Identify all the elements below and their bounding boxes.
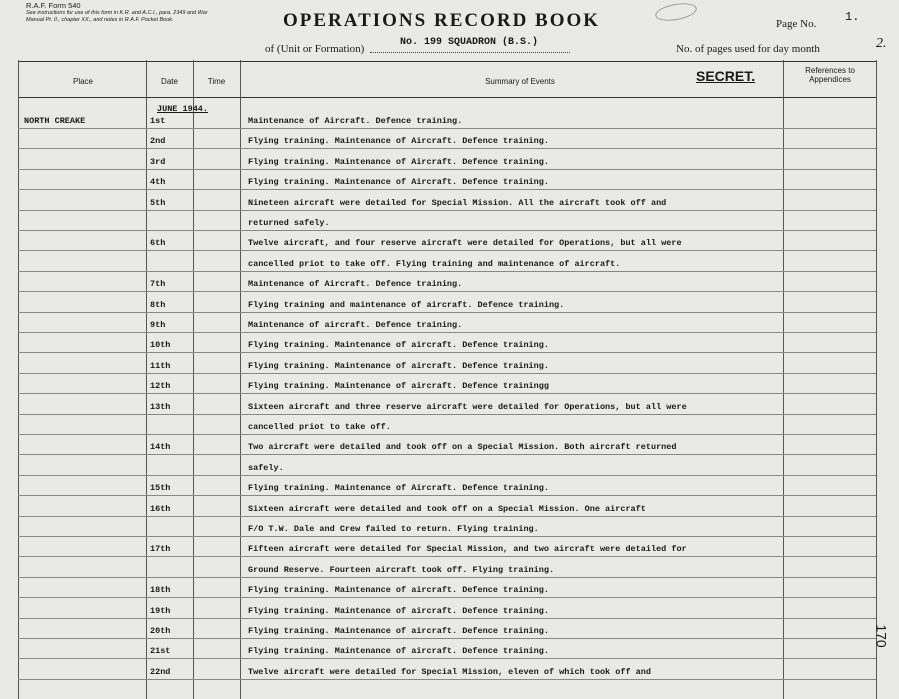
row-line [18, 291, 876, 292]
row-line [18, 312, 876, 313]
row-line [18, 332, 876, 333]
row-line [18, 189, 876, 190]
row-line [18, 495, 876, 496]
row-summary: cancelled priot to take off. Flying training and maintenance of aircraft. [248, 258, 621, 269]
row-summary: Twelve aircraft were detailed for Special Mission, eleven of which took off and [248, 666, 651, 677]
header-summary: Summary of Events [485, 77, 555, 86]
page-no-value: 1. [845, 10, 860, 24]
form-label [26, 2, 226, 23]
row-line [18, 230, 876, 231]
row-line [18, 679, 876, 680]
row-date: 18th [150, 585, 171, 596]
row-date: 17th [150, 544, 171, 555]
row-date: 3rd [150, 156, 166, 167]
unit-label: of (Unit or Formation) [265, 43, 365, 55]
row-line [18, 210, 876, 211]
row-date: 9th [150, 320, 166, 330]
row-summary: Fifteen aircraft were detailed for Special Mission, and two aircraft were detailed for [248, 544, 687, 555]
row-summary: Flying training. Maintenance of Aircraft. Defence training. [248, 177, 549, 188]
row-line [18, 128, 876, 129]
side-stamp: 170 [873, 624, 890, 648]
column-divider [146, 60, 147, 699]
row-summary: Nineteen aircraft were detailed for Special Mission. All the aircraft took off and [248, 197, 667, 208]
row-date: 15th [150, 483, 171, 494]
row-line [18, 271, 876, 272]
column-divider [18, 60, 19, 699]
row-date: 11th [150, 360, 171, 371]
page-title: OPERATIONS RECORD BOOK [283, 10, 601, 31]
row-date: 2nd [150, 136, 166, 147]
row-date: 22nd [150, 666, 171, 677]
month-header: JUNE 1944. [157, 104, 209, 114]
unit-value: No. 199 SQUADRON (B.S.) [400, 37, 539, 48]
row-date: 12th [150, 381, 171, 392]
row-summary: Flying training and maintenance of aircraft. Defence training. [248, 299, 565, 310]
row-summary: Maintenance of Aircraft. Defence training. [248, 279, 463, 290]
row-summary: Flying training. Maintenance of aircraft. Defence training. [248, 340, 549, 351]
form-instructions: See instructions for use of this form in K.R. and A.C.I., para. 2349 and War Manual Pt. II., chapter XX., and notes in R.A.F. Pocket Book. [26, 10, 208, 23]
column-divider [193, 60, 194, 699]
row-date: 13th [150, 401, 171, 412]
row-summary: safely. [248, 462, 284, 473]
row-date: 14th [150, 442, 171, 453]
row-summary: F/O T.W. Dale and Crew failed to return. Flying training. [248, 524, 539, 534]
unit-underline [370, 52, 570, 53]
row-line [18, 373, 876, 374]
row-line [18, 536, 876, 537]
row-line [18, 352, 876, 353]
header-time: Time [207, 77, 226, 86]
form-name: R.A.F. Form 540 [26, 1, 81, 10]
num-pages-label: No. of pages used for day month [676, 43, 820, 55]
row-date: 20th [150, 626, 171, 636]
row-summary: Maintenance of aircraft. Defence training. [248, 320, 463, 330]
row-summary: Flying training. Maintenance of Aircraft. Defence training. [248, 483, 549, 494]
row-summary: Twelve aircraft, and four reserve aircraft were detailed for Operations, but all were [248, 238, 682, 249]
row-line [18, 393, 876, 394]
row-line [18, 148, 876, 149]
row-line [18, 169, 876, 170]
header-place: Place [72, 77, 93, 86]
row-date: 5th [150, 197, 166, 208]
row-summary: Flying training. Maintenance of Aircraft. Defence training. [248, 156, 549, 167]
row-summary: Two aircraft were detailed and took off on a Special Mission. Both aircraft returned [248, 442, 677, 453]
row-summary: cancelled priot to take off. [248, 422, 391, 432]
row-summary: Maintenance of Aircraft. Defence training. [248, 116, 463, 126]
header-date: Date [161, 77, 178, 86]
row-line [18, 475, 876, 476]
num-pages-value: 2. [876, 36, 887, 51]
row-summary: Flying training. Maintenance of aircraft. Defence training. [248, 360, 549, 371]
row-summary: Flying training. Maintenance of Aircraft. Defence training. [248, 136, 549, 147]
row-place: NORTH CREAKE [24, 116, 86, 126]
row-summary: Sixteen aircraft and three reserve aircraft were detailed for Operations, but all were [248, 401, 687, 412]
row-date: 7th [150, 279, 166, 290]
row-date: 8th [150, 299, 166, 310]
page-no-label: Page No. [776, 18, 817, 30]
row-line [18, 516, 876, 517]
row-date: 4th [150, 177, 166, 188]
row-line [18, 658, 876, 659]
row-date: 1st [150, 116, 166, 126]
header-references: References to Appendices [805, 66, 855, 84]
row-line [18, 454, 876, 455]
column-divider [240, 60, 241, 699]
row-line [18, 577, 876, 578]
row-line [18, 556, 876, 557]
row-date: 19th [150, 605, 171, 616]
row-date: 21st [150, 646, 171, 657]
row-summary: Flying training. Maintenance of aircraft. Defence training. [248, 605, 549, 616]
row-summary: Flying training. Maintenance of aircraft. Defence trainingg [248, 381, 549, 392]
column-divider [783, 60, 784, 699]
row-line [18, 434, 876, 435]
row-line [18, 250, 876, 251]
row-date: 16th [150, 503, 171, 514]
secret-label: SECRET. [696, 68, 756, 84]
row-summary: Flying training. Maintenance of aircraft. Defence training. [248, 646, 549, 657]
column-divider [876, 60, 877, 699]
row-line [18, 414, 876, 415]
row-summary: Ground Reserve. Fourteen aircraft took off. Flying training. [248, 564, 555, 575]
row-line [18, 618, 876, 619]
row-date: 10th [150, 340, 171, 351]
row-line [18, 638, 876, 639]
row-summary: Sixteen aircraft were detailed and took off on a Special Mission. One aircraft [248, 503, 646, 514]
row-summary: Flying training. Maintenance of aircraft. Defence training. [248, 626, 549, 636]
row-summary: returned safely. [248, 218, 330, 228]
pencil-mark-icon [654, 0, 698, 23]
row-date: 6th [150, 238, 166, 249]
row-summary: Flying training. Maintenance of aircraft. Defence training. [248, 585, 549, 596]
row-line [18, 597, 876, 598]
